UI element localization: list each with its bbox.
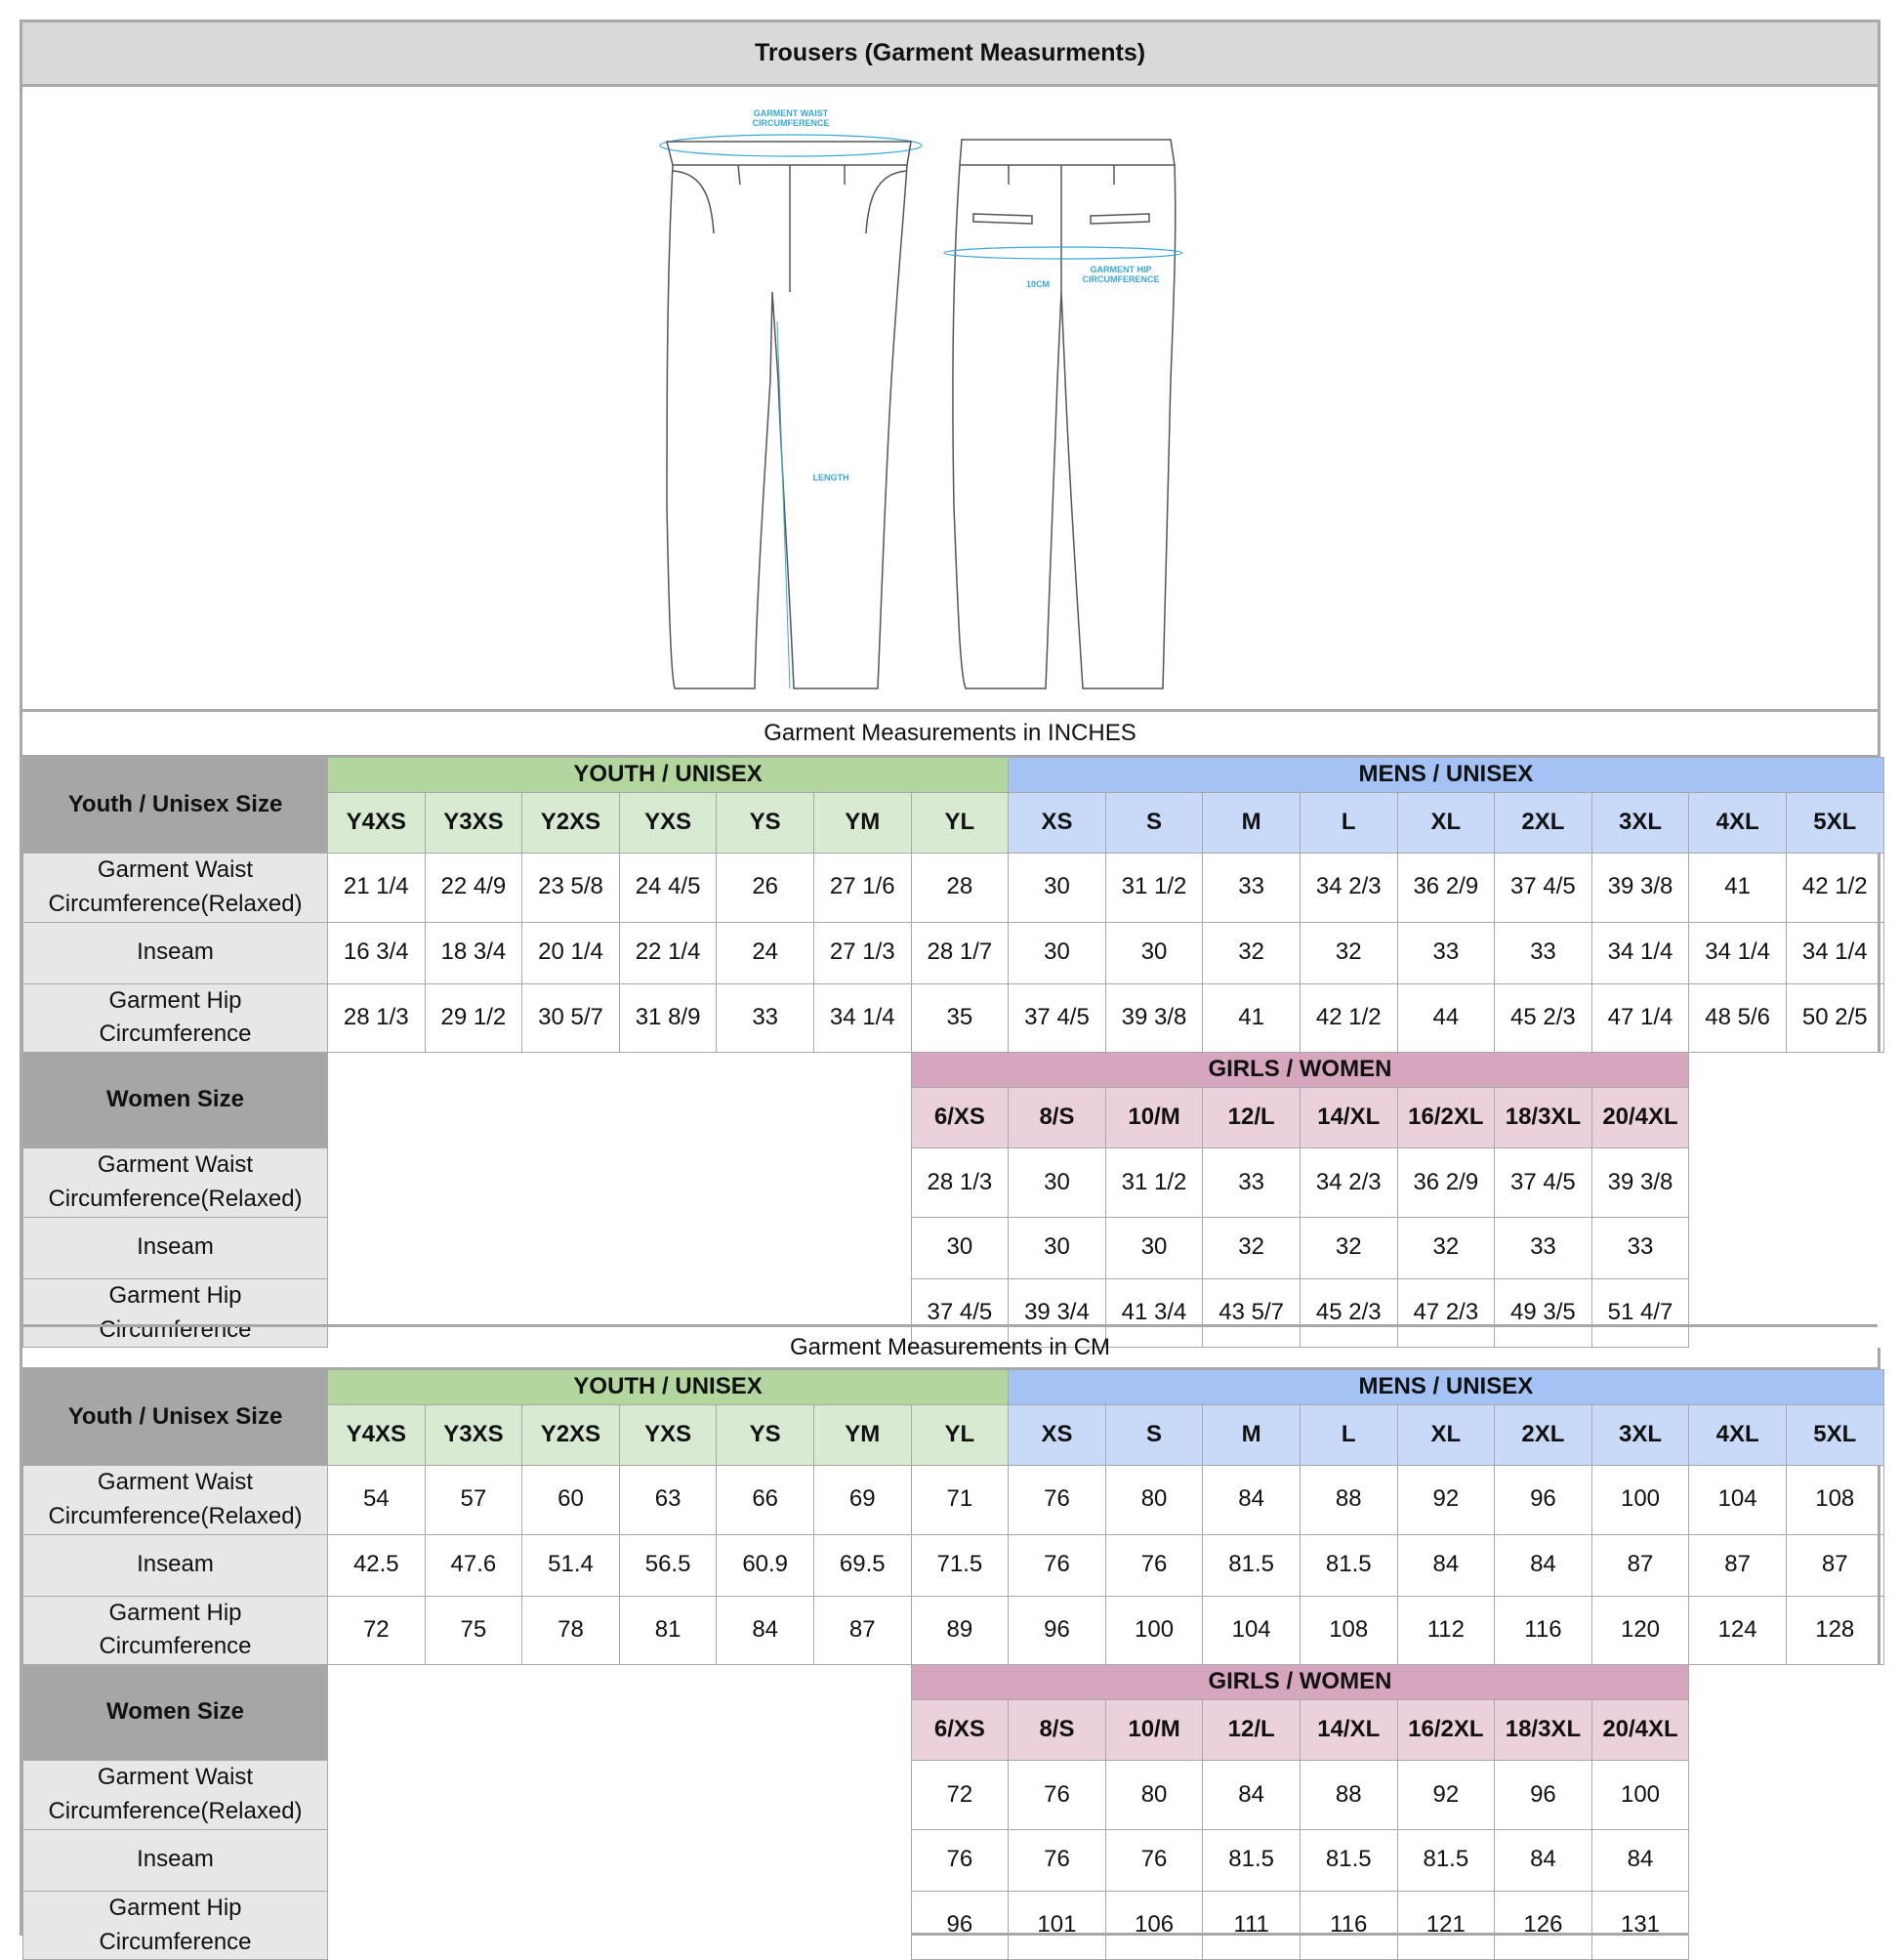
measurement-label-line-2: Circumference — [99, 1315, 252, 1343]
measurement-value: 84 — [1495, 1829, 1592, 1891]
measurement-value: 87 — [1689, 1534, 1787, 1596]
measurement-value: 120 — [1591, 1596, 1689, 1665]
measurement-value: 22 4/9 — [425, 854, 522, 923]
measurement-value: 32 — [1203, 1217, 1301, 1278]
measurement-value: 96 — [1009, 1596, 1106, 1665]
size-column-header: YL — [911, 1405, 1009, 1466]
size-column-header: Y2XS — [522, 793, 620, 854]
size-column-header: 3XL — [1591, 793, 1689, 854]
size-column-header: 14/XL — [1300, 1088, 1397, 1148]
size-column-header: 10/M — [1105, 1700, 1203, 1761]
measurement-label-line-2: Circumference — [99, 1928, 252, 1955]
measurement-value: 45 2/3 — [1300, 1278, 1397, 1348]
measurement-value: 81.5 — [1300, 1829, 1397, 1891]
measurement-value: 87 — [1591, 1534, 1689, 1596]
measurement-value: 112 — [1397, 1596, 1495, 1665]
size-column-header: XS — [1009, 1405, 1106, 1466]
length-measure-line — [777, 321, 790, 688]
hip-measure-line — [944, 247, 1182, 259]
blank-cell — [1689, 1665, 1883, 1700]
measurement-value: 29 1/2 — [425, 983, 522, 1053]
measurement-value: 34 1/4 — [1591, 922, 1689, 983]
measurement-value: 28 — [911, 854, 1009, 923]
measurement-value: 33 — [1203, 1148, 1301, 1218]
blank-cell — [1689, 1053, 1883, 1088]
measurement-value: 96 — [1495, 1466, 1592, 1535]
measurement-value: 100 — [1105, 1596, 1203, 1665]
measurement-value: 51 4/7 — [1591, 1278, 1689, 1348]
measurement-value: 88 — [1300, 1466, 1397, 1535]
measurement-row — [23, 1534, 1884, 1596]
measurement-label-line-2: Circumference(Relaxed) — [48, 890, 303, 917]
measurement-value: 69 — [813, 1466, 911, 1535]
measurement-value: 30 — [1009, 1217, 1106, 1278]
measurement-value: 41 3/4 — [1105, 1278, 1203, 1348]
measurement-value: 37 4/5 — [1495, 1148, 1592, 1218]
measurement-value: 84 — [1397, 1534, 1495, 1596]
measurement-value: 37 4/5 — [911, 1278, 1009, 1348]
measurement-label-line-1: Garment Hip — [108, 1599, 242, 1626]
measurement-value: 47.6 — [425, 1534, 522, 1596]
blank-cell — [1689, 1217, 1883, 1278]
measurement-value: 108 — [1300, 1596, 1397, 1665]
measurement-value: 128 — [1786, 1596, 1883, 1665]
measurement-value: 30 — [1009, 854, 1106, 923]
size-column-header: 2XL — [1495, 793, 1592, 854]
measurement-row — [23, 1761, 1884, 1830]
size-column-header: Y4XS — [328, 1405, 426, 1466]
measurement-value: 89 — [911, 1596, 1009, 1665]
blank-cell — [328, 1217, 912, 1278]
size-column-header: M — [1203, 793, 1301, 854]
blank-cell — [1689, 1700, 1883, 1761]
trousers-illustration — [22, 87, 1878, 712]
size-column-header: 4XL — [1689, 793, 1787, 854]
measurement-value: 48 5/6 — [1689, 983, 1787, 1053]
measurement-label — [23, 1761, 328, 1830]
waist-label-line-1: GARMENT WAIST — [753, 108, 829, 118]
measurement-value: 26 — [717, 854, 814, 923]
measurement-row — [23, 1148, 1884, 1218]
measurement-label-line-1: Inseam — [137, 1846, 214, 1873]
measurement-value: 36 2/9 — [1397, 854, 1495, 923]
measurement-label-line-1: Garment Waist — [97, 1469, 254, 1495]
measurement-value: 39 3/8 — [1591, 1148, 1689, 1218]
measurement-value: 45 2/3 — [1495, 983, 1592, 1053]
measurement-value: 30 5/7 — [522, 983, 620, 1053]
group-header-row — [23, 1370, 1884, 1405]
measurement-value: 92 — [1397, 1466, 1495, 1535]
measurement-value: 30 — [1009, 1148, 1106, 1218]
unisex-size-header: Youth / Unisex Size — [23, 1370, 328, 1466]
size-column-header: XL — [1397, 1405, 1495, 1466]
measurement-value: 104 — [1203, 1596, 1301, 1665]
measurement-value: 88 — [1300, 1761, 1397, 1830]
measurement-label-line-1: Inseam — [137, 1551, 214, 1578]
measurement-row — [23, 1829, 1884, 1891]
measurement-label-line-2: Circumference — [99, 1021, 252, 1048]
measurement-label-line-1: Inseam — [137, 1233, 214, 1261]
measurement-row — [23, 1596, 1884, 1665]
measurement-value: 100 — [1591, 1761, 1689, 1830]
measurement-value: 39 3/8 — [1591, 854, 1689, 923]
back-pocket-right — [1091, 214, 1149, 224]
back-waistband — [960, 140, 1175, 165]
back-silhouette — [953, 165, 1176, 688]
size-column-header: 2XL — [1495, 1405, 1592, 1466]
measurement-value: 84 — [1591, 1829, 1689, 1891]
blank-cell — [328, 1829, 912, 1891]
size-column-header: Y4XS — [328, 793, 426, 854]
measurement-value: 72 — [911, 1761, 1009, 1830]
front-pocket-right — [866, 171, 907, 233]
measurement-value: 27 1/6 — [813, 854, 911, 923]
size-column-header: 5XL — [1786, 1405, 1883, 1466]
measurement-value: 42.5 — [328, 1534, 426, 1596]
measurement-value: 30 — [1009, 922, 1106, 983]
measurement-value: 66 — [717, 1466, 814, 1535]
measurement-value: 37 4/5 — [1009, 983, 1106, 1053]
youth-group-header: YOUTH / UNISEX — [328, 1370, 1009, 1405]
measurement-value: 27 1/3 — [813, 922, 911, 983]
measurement-row — [23, 922, 1884, 983]
blank-cell — [328, 1700, 912, 1761]
size-column-header: XS — [1009, 793, 1106, 854]
measurement-value: 33 — [1397, 922, 1495, 983]
hip-offset-label: 10CM — [1025, 279, 1051, 289]
measurement-row — [23, 1217, 1884, 1278]
measurement-value: 39 3/4 — [1009, 1278, 1106, 1348]
measurement-value: 96 — [1495, 1761, 1592, 1830]
measurement-value: 63 — [619, 1466, 717, 1535]
measurement-value: 34 2/3 — [1300, 854, 1397, 923]
section-title-inches: Garment Measurements in INCHES — [22, 712, 1878, 757]
size-column-header: 6/XS — [911, 1088, 1009, 1148]
front-belt-loop — [738, 165, 740, 185]
blank-cell — [328, 1761, 912, 1830]
measurement-value: 121 — [1397, 1891, 1495, 1960]
size-column-header: Y3XS — [425, 793, 522, 854]
measurement-label-line-2: Circumference(Relaxed) — [48, 1797, 303, 1824]
size-column-header: 8/S — [1009, 1700, 1106, 1761]
length-label: LENGTH — [812, 473, 849, 482]
measurement-value: 104 — [1689, 1466, 1787, 1535]
measurement-value: 44 — [1397, 983, 1495, 1053]
measurement-value: 28 1/7 — [911, 922, 1009, 983]
size-column-header: 20/4XL — [1591, 1700, 1689, 1761]
measurement-value: 84 — [1203, 1761, 1301, 1830]
blank-cell — [328, 1891, 912, 1960]
size-column-header: 18/3XL — [1495, 1088, 1592, 1148]
measurement-value: 28 1/3 — [328, 983, 426, 1053]
size-column-header: YL — [911, 793, 1009, 854]
measurement-value: 81.5 — [1397, 1829, 1495, 1891]
measurement-value: 34 1/4 — [1786, 922, 1883, 983]
measurement-value: 72 — [328, 1596, 426, 1665]
youth-group-header: YOUTH / UNISEX — [328, 758, 1009, 793]
measurement-value: 76 — [1009, 1466, 1106, 1535]
size-column-header: 3XL — [1591, 1405, 1689, 1466]
blank-cell — [1689, 1761, 1883, 1830]
unisex-size-header: Youth / Unisex Size — [23, 758, 328, 854]
size-column-header: 10/M — [1105, 1088, 1203, 1148]
size-column-header: 18/3XL — [1495, 1700, 1592, 1761]
measurement-label-line-1: Garment Waist — [97, 1151, 254, 1179]
measurement-value: 92 — [1397, 1761, 1495, 1830]
measurement-value: 78 — [522, 1596, 620, 1665]
measurement-value: 32 — [1397, 1217, 1495, 1278]
measurement-label-line-1: Garment Waist — [97, 856, 254, 883]
measurement-value: 33 — [1495, 922, 1592, 983]
measurement-value: 80 — [1105, 1466, 1203, 1535]
measurement-value: 84 — [1495, 1534, 1592, 1596]
measurement-value: 124 — [1689, 1596, 1787, 1665]
measurement-label — [23, 1534, 328, 1596]
measurement-label-line-1: Garment Hip — [108, 986, 242, 1014]
cm-size-table — [22, 1369, 1884, 1960]
size-column-header: 14/XL — [1300, 1700, 1397, 1761]
measurement-value: 35 — [911, 983, 1009, 1053]
size-column-header: Y3XS — [425, 1405, 522, 1466]
size-column-header: S — [1105, 793, 1203, 854]
measurement-value: 80 — [1105, 1761, 1203, 1830]
measurement-value: 30 — [911, 1217, 1009, 1278]
measurement-value: 57 — [425, 1466, 522, 1535]
measurement-value: 28 1/3 — [911, 1148, 1009, 1218]
measurement-value: 41 — [1689, 854, 1787, 923]
measurement-value: 34 1/4 — [813, 983, 911, 1053]
blank-cell — [328, 1088, 912, 1148]
measurement-value: 36 2/9 — [1397, 1148, 1495, 1218]
measurement-value: 56.5 — [619, 1534, 717, 1596]
measurement-value: 34 1/4 — [1689, 922, 1787, 983]
measurement-value: 76 — [1009, 1829, 1106, 1891]
size-column-header: 5XL — [1786, 793, 1883, 854]
hip-label-line-1: GARMENT HIP — [1090, 265, 1152, 274]
measurement-value: 126 — [1495, 1891, 1592, 1960]
measurement-label — [23, 922, 328, 983]
waist-label-line-2: CIRCUMFERENCE — [752, 118, 830, 128]
measurement-label-line-1: Garment Hip — [108, 1894, 242, 1921]
measurement-value: 108 — [1786, 1466, 1883, 1535]
size-column-header: YM — [813, 1405, 911, 1466]
measurement-value: 20 1/4 — [522, 922, 620, 983]
measurement-value: 21 1/4 — [328, 854, 426, 923]
measurement-value: 106 — [1105, 1891, 1203, 1960]
measurement-value: 111 — [1203, 1891, 1301, 1960]
measurement-value: 41 — [1203, 983, 1301, 1053]
measurement-value: 71.5 — [911, 1534, 1009, 1596]
measurement-value: 69.5 — [813, 1534, 911, 1596]
measurement-row — [23, 983, 1884, 1053]
measurement-value: 34 2/3 — [1300, 1148, 1397, 1218]
measurement-label — [23, 854, 328, 923]
size-column-header: L — [1300, 793, 1397, 854]
measurement-value: 84 — [1203, 1466, 1301, 1535]
group-header-row — [23, 1665, 1884, 1700]
measurement-value: 100 — [1591, 1466, 1689, 1535]
size-column-header: YXS — [619, 793, 717, 854]
women-group-header: GIRLS / WOMEN — [911, 1053, 1689, 1088]
measurement-value: 76 — [1009, 1534, 1106, 1596]
measurement-value: 43 5/7 — [1203, 1278, 1301, 1348]
women-size-header: Women Size — [23, 1665, 328, 1761]
measurement-label — [23, 1148, 328, 1218]
measurement-value: 33 — [1203, 854, 1301, 923]
size-chart-sheet — [20, 20, 1880, 1955]
measurement-value: 131 — [1591, 1891, 1689, 1960]
size-column-header: YS — [717, 1405, 814, 1466]
measurement-value: 23 5/8 — [522, 854, 620, 923]
section-title-cm: Garment Measurements in CM — [22, 1324, 1878, 1369]
trousers-front-view — [660, 135, 922, 688]
blank-cell — [328, 1665, 912, 1700]
women-group-header: GIRLS / WOMEN — [911, 1665, 1689, 1700]
group-header-row — [23, 1053, 1884, 1088]
trousers-back-view — [944, 140, 1182, 688]
mens-group-header: MENS / UNISEX — [1009, 1370, 1883, 1405]
hip-label-line-2: CIRCUMFERENCE — [1082, 274, 1160, 284]
chart-title: Trousers (Garment Measurments) — [22, 22, 1878, 87]
measurement-label-line-1: Garment Hip — [108, 1281, 242, 1309]
trousers-diagram — [22, 87, 1878, 709]
measurement-value: 30 — [1105, 922, 1203, 983]
measurement-label-line-1: Inseam — [137, 938, 214, 966]
front-pocket-left — [673, 171, 714, 233]
measurement-value: 18 3/4 — [425, 922, 522, 983]
measurement-value: 31 1/2 — [1105, 854, 1203, 923]
measurement-value: 71 — [911, 1466, 1009, 1535]
size-column-header: 8/S — [1009, 1088, 1106, 1148]
measurement-value: 24 4/5 — [619, 854, 717, 923]
measurement-value: 32 — [1300, 1217, 1397, 1278]
measurement-value: 84 — [717, 1596, 814, 1665]
measurement-value: 31 1/2 — [1105, 1148, 1203, 1218]
measurement-label-line-2: Circumference — [99, 1633, 252, 1660]
measurement-value: 16 3/4 — [328, 922, 426, 983]
size-column-header: YS — [717, 793, 814, 854]
measurement-row — [23, 854, 1884, 923]
measurement-label — [23, 1466, 328, 1535]
measurement-value: 116 — [1495, 1596, 1592, 1665]
waist-measure-line — [660, 135, 922, 156]
inches-size-table — [22, 757, 1884, 1348]
blank-cell — [1689, 1148, 1883, 1218]
size-column-header: M — [1203, 1405, 1301, 1466]
measurement-label — [23, 983, 328, 1053]
measurement-value: 30 — [1105, 1217, 1203, 1278]
measurement-value: 49 3/5 — [1495, 1278, 1592, 1348]
measurement-value: 54 — [328, 1466, 426, 1535]
measurement-value: 32 — [1203, 922, 1301, 983]
size-column-header: 4XL — [1689, 1405, 1787, 1466]
measurement-value: 37 4/5 — [1495, 854, 1592, 923]
measurement-value: 42 1/2 — [1786, 854, 1883, 923]
measurement-value: 24 — [717, 922, 814, 983]
measurement-value: 76 — [1105, 1534, 1203, 1596]
measurement-value: 50 2/5 — [1786, 983, 1883, 1053]
measurement-value: 60 — [522, 1466, 620, 1535]
measurement-value: 81.5 — [1300, 1534, 1397, 1596]
measurement-value: 47 2/3 — [1397, 1278, 1495, 1348]
measurement-label — [23, 1596, 328, 1665]
size-column-header: 16/2XL — [1397, 1088, 1495, 1148]
measurement-row — [23, 1891, 1884, 1960]
blank-cell — [328, 1053, 912, 1088]
mens-group-header: MENS / UNISEX — [1009, 758, 1883, 793]
measurement-value: 42 1/2 — [1300, 983, 1397, 1053]
blank-cell — [1689, 1829, 1883, 1891]
measurement-value: 33 — [1591, 1217, 1689, 1278]
measurement-value: 47 1/4 — [1591, 983, 1689, 1053]
measurement-label — [23, 1217, 328, 1278]
blank-cell — [1689, 1891, 1883, 1960]
measurement-value: 32 — [1300, 922, 1397, 983]
blank-cell — [1689, 1088, 1883, 1148]
measurement-value: 60.9 — [717, 1534, 814, 1596]
women-size-header: Women Size — [23, 1053, 328, 1148]
measurement-value: 116 — [1300, 1891, 1397, 1960]
measurement-value: 75 — [425, 1596, 522, 1665]
measurement-value: 33 — [717, 983, 814, 1053]
size-column-header: 20/4XL — [1591, 1088, 1689, 1148]
measurement-value: 96 — [911, 1891, 1009, 1960]
size-column-header: 6/XS — [911, 1700, 1009, 1761]
measurement-value: 81.5 — [1203, 1534, 1301, 1596]
size-column-header: Y2XS — [522, 1405, 620, 1466]
measurement-label-line-2: Circumference(Relaxed) — [48, 1185, 303, 1212]
back-pocket-left — [973, 214, 1032, 224]
size-column-header: 16/2XL — [1397, 1700, 1495, 1761]
measurement-value: 76 — [1105, 1829, 1203, 1891]
size-column-header: YXS — [619, 1405, 717, 1466]
size-column-header: YM — [813, 793, 911, 854]
measurement-value: 81 — [619, 1596, 717, 1665]
size-column-header: 12/L — [1203, 1700, 1301, 1761]
measurement-label — [23, 1891, 328, 1960]
blank-cell — [328, 1148, 912, 1218]
measurement-label-line-1: Garment Waist — [97, 1764, 254, 1791]
measurement-value: 87 — [813, 1596, 911, 1665]
size-column-header: XL — [1397, 793, 1495, 854]
size-column-header: L — [1300, 1405, 1397, 1466]
measurement-value: 87 — [1786, 1534, 1883, 1596]
measurement-value: 51.4 — [522, 1534, 620, 1596]
measurement-value: 76 — [911, 1829, 1009, 1891]
measurement-label — [23, 1829, 328, 1891]
measurement-label-line-2: Circumference(Relaxed) — [48, 1502, 303, 1529]
measurement-value: 76 — [1009, 1761, 1106, 1830]
measurement-value: 22 1/4 — [619, 922, 717, 983]
size-column-header: S — [1105, 1405, 1203, 1466]
measurement-value: 101 — [1009, 1891, 1106, 1960]
group-header-row — [23, 758, 1884, 793]
measurement-row — [23, 1466, 1884, 1535]
measurement-value: 31 8/9 — [619, 983, 717, 1053]
measurement-value: 39 3/8 — [1105, 983, 1203, 1053]
measurement-value: 33 — [1495, 1217, 1592, 1278]
measurement-value: 81.5 — [1203, 1829, 1301, 1891]
size-column-header: 12/L — [1203, 1088, 1301, 1148]
